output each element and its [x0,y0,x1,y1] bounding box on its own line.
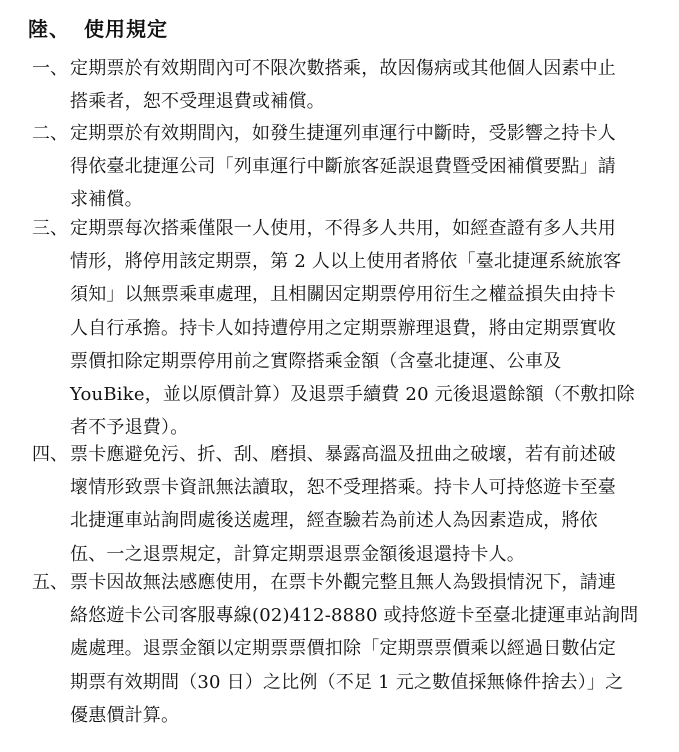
rule-line: 者不予退費）。 [70,417,189,439]
rule-line: 期票有效期間（30 日）之比例（不足 1 元之數值採無條件捨去）」之 [70,671,624,693]
rule-marker: 四、 [32,444,68,465]
rule-line: YouBike，並以原價計算）及退票手續費 20 元後退還餘額（不敷扣除 [70,383,635,405]
rule-line: 搭乘者，恕不受理退費或補償。 [70,91,325,113]
section-title: 使用規定 [84,17,168,41]
rule-line: 北捷運車站詢問處後送處理，經查驗若為前述人為因素造成，將依 [70,510,598,532]
rule-text [70,438,616,571]
rule-marker: 五、 [32,572,68,593]
rule-line: 人自行承擔。持卡人如持遭停用之定期票辦理退費，將由定期票實收 [70,317,616,339]
rule-line: 處處理。退票金額以定期票票價扣除「定期票票價乘以經過日數佔定 [70,638,616,660]
rule-line: 須知」以無票乘車處理，且相關因定期票停用衍生之權益損失由持卡 [70,284,616,306]
rule-line: 票卡應避免污、折、刮、磨損、暴露高溫及扭曲之破壞，若有前述破 [70,444,616,465]
rule-text [70,212,635,444]
rule-line: 情形，將停用該定期票，第 2 人以上使用者將依「臺北捷運系統旅客 [70,251,622,273]
rule-line: 票價扣除定期票停用前之實際搭乘金額（含臺北捷運、公車及 [70,350,562,372]
rule-line: 得依臺北捷運公司「列車運行中斷旅客延誤退費暨受困補償要點」請 [70,156,616,178]
rule-line: 定期票每次搭乘僅限一人使用，不得多人共用，如經查證有多人共用 [70,218,616,239]
rule-marker: 三、 [32,218,68,239]
rule-line: 求補償。 [70,189,143,211]
rule-marker: 二、 [32,123,68,144]
rule-line: 伍、一之退票規定，計算定期票退票金額後退還持卡人。 [70,543,525,565]
rule-line: 定期票於有效期間內可不限次數搭乘，故因傷病或其他個人因素中止 [70,58,616,79]
rule-line: 絡悠遊卡公司客服專線(02)412-8880 或持悠遊卡至臺北捷運車站詢問 [70,605,639,627]
rule-text [70,566,638,732]
rule-text [70,52,616,118]
rule-line: 壞情形致票卡資訊無法讀取，恕不受理搭乘。持卡人可持悠遊卡至臺 [70,477,616,499]
rule-marker: 一、 [32,58,68,79]
section-number: 陸、 [28,17,70,41]
rule-text [70,117,616,217]
rule-line: 定期票於有效期間內，如發生捷運列車運行中斷時，受影響之持卡人 [70,123,616,144]
rule-line: 優惠價計算。 [70,704,180,726]
section-heading [28,14,168,44]
rule-line: 票卡因故無法感應使用，在票卡外觀完整且無人為毀損情況下，請連 [70,572,616,593]
